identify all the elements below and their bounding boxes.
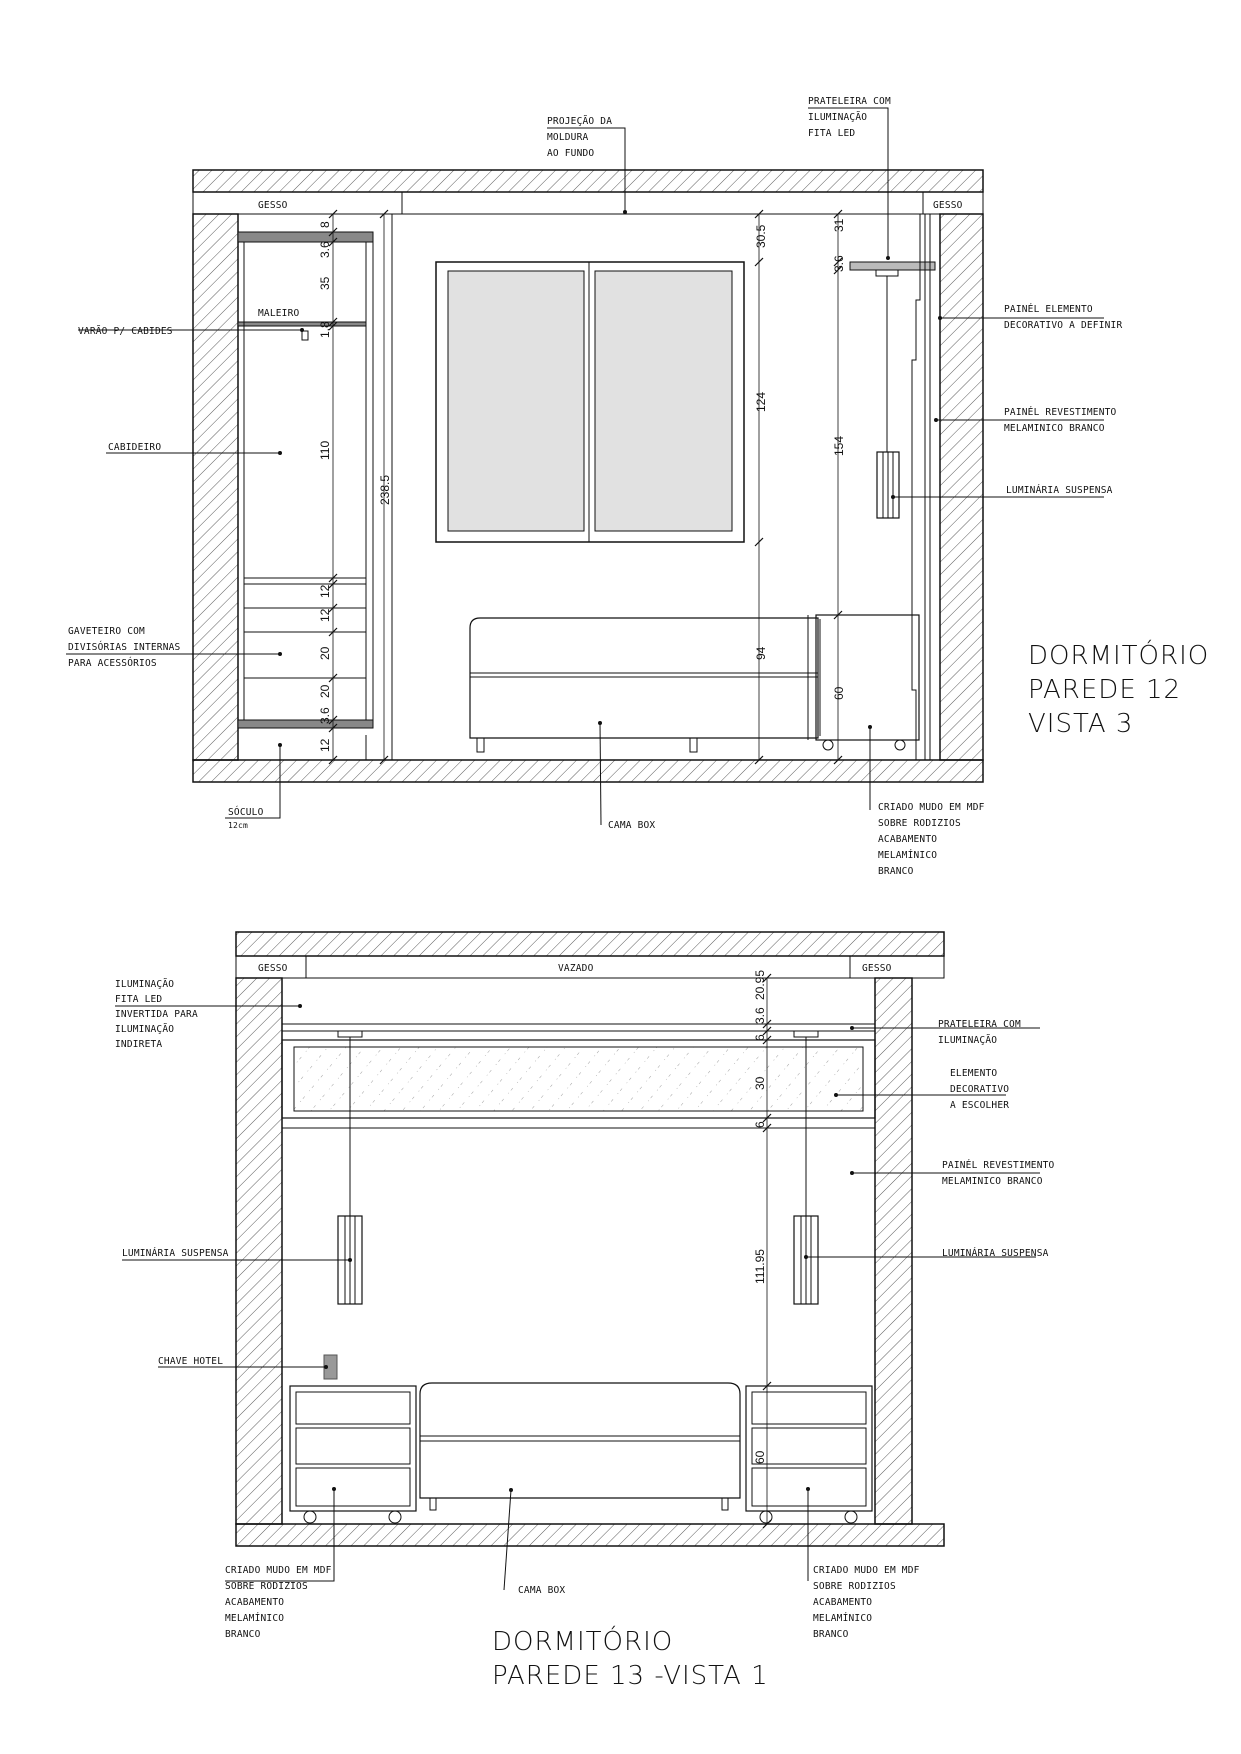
label-criado-right-3: ACABAMENTO [813,1597,873,1608]
dim-124: 124 [754,391,768,412]
label-gesso-right: GESSO [933,200,963,211]
floor-slab-2 [236,1524,944,1546]
label-criado-right-4: MELAMÍNICO [813,1613,873,1624]
title-v2-line-1: DORMITÓRIO [492,1627,674,1657]
dim-3-6-c: 3.6 [832,255,846,272]
label-iluminacao-4: ILUMINAÇÃO [115,1024,175,1035]
label-prateleira-2: ILUMINAÇÃO [808,112,868,123]
dim-12-a: 12 [318,584,332,598]
label-soculo-2: 12cm [228,821,249,830]
svg-text:PROJEÇÃO DAMOLDURAAO FUNDO [547,116,612,159]
label-projecao-2: MOLDURA [547,132,589,143]
label-criado-left-5: BRANCO [225,1629,261,1640]
dim-94: 94 [754,646,768,660]
label-prateleira-3: FITA LED [808,128,856,139]
dim-31: 31 [832,218,846,232]
label-cama-2: CAMA BOX [518,1585,566,1596]
label-painel-v2-1: PAINÉL REVESTIMENTO [942,1160,1055,1171]
dim-110: 110 [318,440,332,460]
label-painel-elemento-2: DECORATIVO A DEFINIR [1004,320,1123,331]
svg-text:DORMITÓRIOPAREDE 12VISTA 3 [1028,639,1209,739]
dimension-lines [333,214,838,760]
dim-3-6-b: 3.6 [318,707,332,724]
svg-text:DORMITÓRIOPAREDE 13 -VISTA 1 [492,1625,769,1691]
label-vazado: VAZADO [558,963,594,974]
label-criado-5: BRANCO [878,866,914,877]
label-gesso-left: GESSO [258,200,288,211]
dim-60-v2: 60 [753,1450,767,1464]
label-maleiro: MALEIRO [258,308,300,319]
label-painel-revestimento-1: PAINÉL REVESTIMENTO [1004,407,1117,418]
title-v1-line-3: VISTA 3 [1028,709,1134,739]
dim-12-b: 12 [318,608,332,622]
label-painel-elemento-1: PAINÉL ELEMENTO [1004,304,1093,315]
label-prateleira-v2-1: PRATELEIRA COM [938,1019,1021,1030]
pendant-lamp-icon [877,452,899,518]
ceiling-slab-2 [236,932,944,956]
label-elemento-1: ELEMENTO [950,1068,998,1079]
dimension-ticks [329,210,842,764]
label-elemento-3: A ESCOLHER [950,1100,1010,1111]
dim-6-b: 6 [753,1121,767,1128]
label-elemento-2: DECORATIVO [950,1084,1010,1095]
svg-text:PAINÉL ELEMENTODECORATIVO A DE [1004,303,1122,331]
window-frame [436,262,744,542]
label-gesso-right-2: GESSO [862,963,892,974]
dim-30: 30 [753,1076,767,1090]
dim-3-6-v2: 3.6 [753,1007,767,1024]
label-varao: VARÃO P/ CABIDES [78,326,173,337]
dim-20-a: 20 [318,646,332,660]
label-painel-v2-2: MELAMINICO BRANCO [942,1176,1043,1187]
label-criado-left-2: SOBRE RODIZIOS [225,1581,308,1592]
dim-35: 35 [318,276,332,290]
nightstand [808,615,919,750]
label-criado-left-1: CRIADO MUDO EM MDF [225,1565,332,1576]
dim-154: 154 [832,435,846,456]
gesso-band [193,192,983,214]
label-prateleira-1: PRATELEIRA COM [808,96,891,107]
left-wall [193,214,238,760]
label-criado-left-3: ACABAMENTO [225,1597,285,1608]
label-criado-right-2: SOBRE RODIZIOS [813,1581,896,1592]
title-v1-line-2: PAREDE 12 [1028,675,1182,705]
label-projecao-1: PROJEÇÃO DA [547,116,613,127]
shelf-2 [282,1024,875,1031]
label-luminaria-left: LUMINÁRIA SUSPENSA [122,1248,229,1259]
svg-text:CRIADO MUDO EM MDFSOBRE RODIZI [813,1565,920,1640]
label-cabideiro: CABIDEIRO [108,442,162,453]
dim-6-a: 6 [753,1034,767,1041]
svg-text:PRATELEIRA COMILUMINAÇÃO [938,1019,1021,1046]
decorative-element [294,1047,863,1111]
dim-20-95: 20.95 [753,969,767,1000]
ceiling-slab [193,170,983,192]
left-wall-2 [236,978,282,1524]
dim-60: 60 [832,686,846,700]
bed-box-2 [420,1383,740,1510]
hanger-rod-icon [302,331,308,340]
title-v2-line-2: PAREDE 13 -VISTA 1 [492,1661,769,1691]
dim-20-b: 20 [318,684,332,698]
label-iluminacao-1: ILUMINAÇÃO [115,979,175,990]
label-criado-right-1: CRIADO MUDO EM MDF [813,1565,920,1576]
right-wall [940,214,983,760]
dim-1-8: 1.8 [318,321,332,338]
dim-8: 8 [318,221,332,228]
label-gaveteiro-1: GAVETEIRO COM [68,626,145,637]
label-criado-2: SOBRE RODIZIOS [878,818,961,829]
label-criado-1: CRIADO MUDO EM MDF [878,802,985,813]
label-criado-3: ACABAMENTO [878,834,938,845]
svg-text:CRIADO MUDO EM MDFSOBRE RODIZI [225,1565,332,1640]
shelf-with-led [850,262,935,452]
label-luminaria: LUMINÁRIA SUSPENSA [1006,485,1113,496]
label-prateleira-v2-2: ILUMINAÇÃO [938,1035,998,1046]
nightstand-left [290,1386,416,1523]
label-criado-4: MELAMÍNICO [878,850,938,861]
label-iluminacao-5: INDIRETA [115,1039,163,1050]
label-gesso-left-2: GESSO [258,963,288,974]
bed-box [470,618,818,752]
dim-238-5: 238.5 [378,474,392,505]
svg-text:ELEMENTODECORATIVOA ESCOLHER [950,1068,1009,1111]
svg-text:CRIADO MUDO EM MDFSOBRE RODIZI [878,802,985,877]
right-wall-2 [875,978,912,1524]
label-soculo-1: SÓCULO [228,807,264,818]
svg-text:GAVETEIRO COMDIVISÓRIAS INTERN [68,626,181,669]
elevation-parede-13 [115,932,1055,1691]
title-v1-line-1: DORMITÓRIO [1028,641,1210,671]
label-criado-right-5: BRANCO [813,1629,849,1640]
floor-slab [193,760,983,782]
label-iluminacao-3: INVERTIDA PARA [115,1009,198,1020]
dimension-texts-2 [753,970,767,1464]
label-chave: CHAVE HOTEL [158,1356,224,1367]
label-iluminacao-2: FITA LED [115,994,163,1005]
dim-12-c: 12 [318,738,332,752]
label-gaveteiro-3: PARA ACESSÓRIOS [68,658,157,669]
label-projecao-3: AO FUNDO [547,148,595,159]
dim-3-6: 3.6 [318,241,332,258]
dim-30-5: 30.5 [754,224,768,248]
label-painel-revestimento-2: MELAMINICO BRANCO [1004,423,1105,434]
svg-text:ILUMINAÇÃOFITA LEDINVERTIDA PA [115,979,198,1050]
label-cama: CAMA BOX [608,820,656,831]
label-luminaria-right: LUMINÁRIA SUSPENSA [942,1248,1049,1259]
svg-text:PRATELEIRA COMILUMINAÇÃOFITA L [808,96,891,139]
elevation-parede-12 [66,96,1209,877]
label-criado-left-4: MELAMÍNICO [225,1613,285,1624]
label-gaveteiro-2: DIVISÓRIAS INTERNAS [68,642,181,653]
dim-111-95: 111.95 [753,1249,767,1284]
